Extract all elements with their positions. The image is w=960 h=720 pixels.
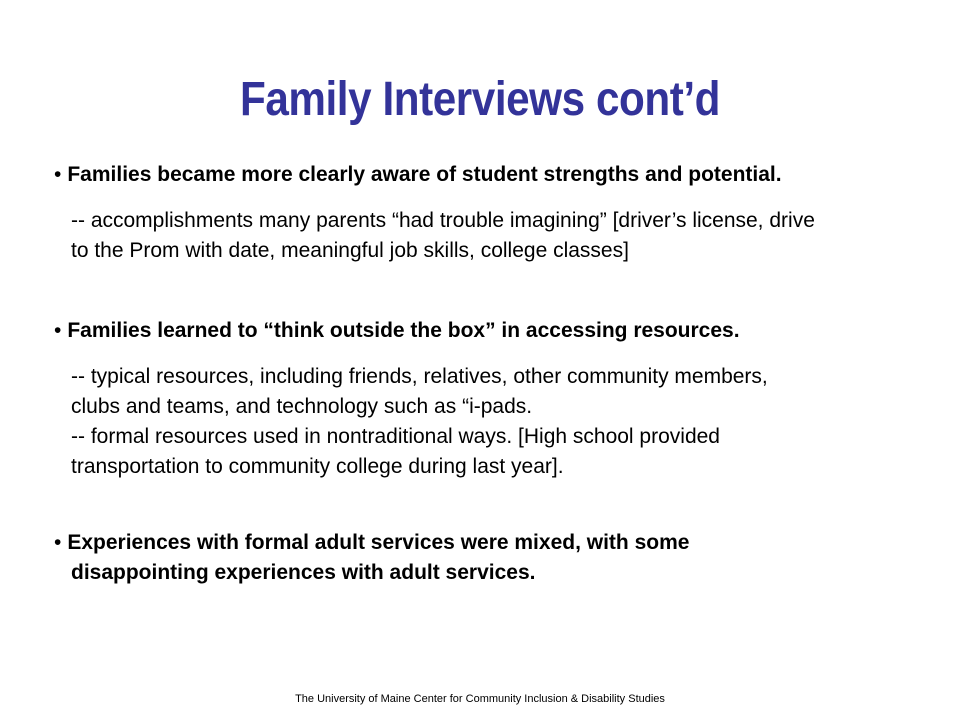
bullet-dot: • (54, 163, 62, 186)
bullet-heading (54, 528, 934, 588)
bullet-heading (54, 316, 934, 346)
slide-title: Family Interviews cont’d (239, 73, 721, 126)
bullet-subtext: -- typical resources, including friends, relatives, other community members, clubs and teams, and technology such as “i-pads. -- formal resources used in nontraditional ways. [High school provided transportation to community college during last year]. (71, 365, 768, 478)
slide-body (54, 160, 934, 588)
bullet-heading-text: Families learned to “think outside the box” in accessing resources. (67, 319, 740, 342)
bullet-subtext: -- accomplishments many parents “had trouble imagining” [driver’s license, drive to the Prom with date, meaningful job skills, college classes] (71, 209, 815, 262)
bullet-dot: • (54, 319, 62, 342)
slide-footer: The University of Maine Center for Community Inclusion & Disability Studies (295, 693, 665, 705)
bullet-heading-text: Experiences with formal adult services were mixed, with some disappointing experiences with adult services. (67, 531, 690, 584)
bullet-dot: • (54, 531, 62, 554)
bullet-heading (54, 160, 934, 190)
bullet-item-2 (54, 316, 934, 482)
bullet-heading-text: Families became more clearly aware of student strengths and potential. (67, 163, 782, 186)
bullet-item-1 (54, 160, 934, 266)
bullet-item-3 (54, 528, 934, 588)
